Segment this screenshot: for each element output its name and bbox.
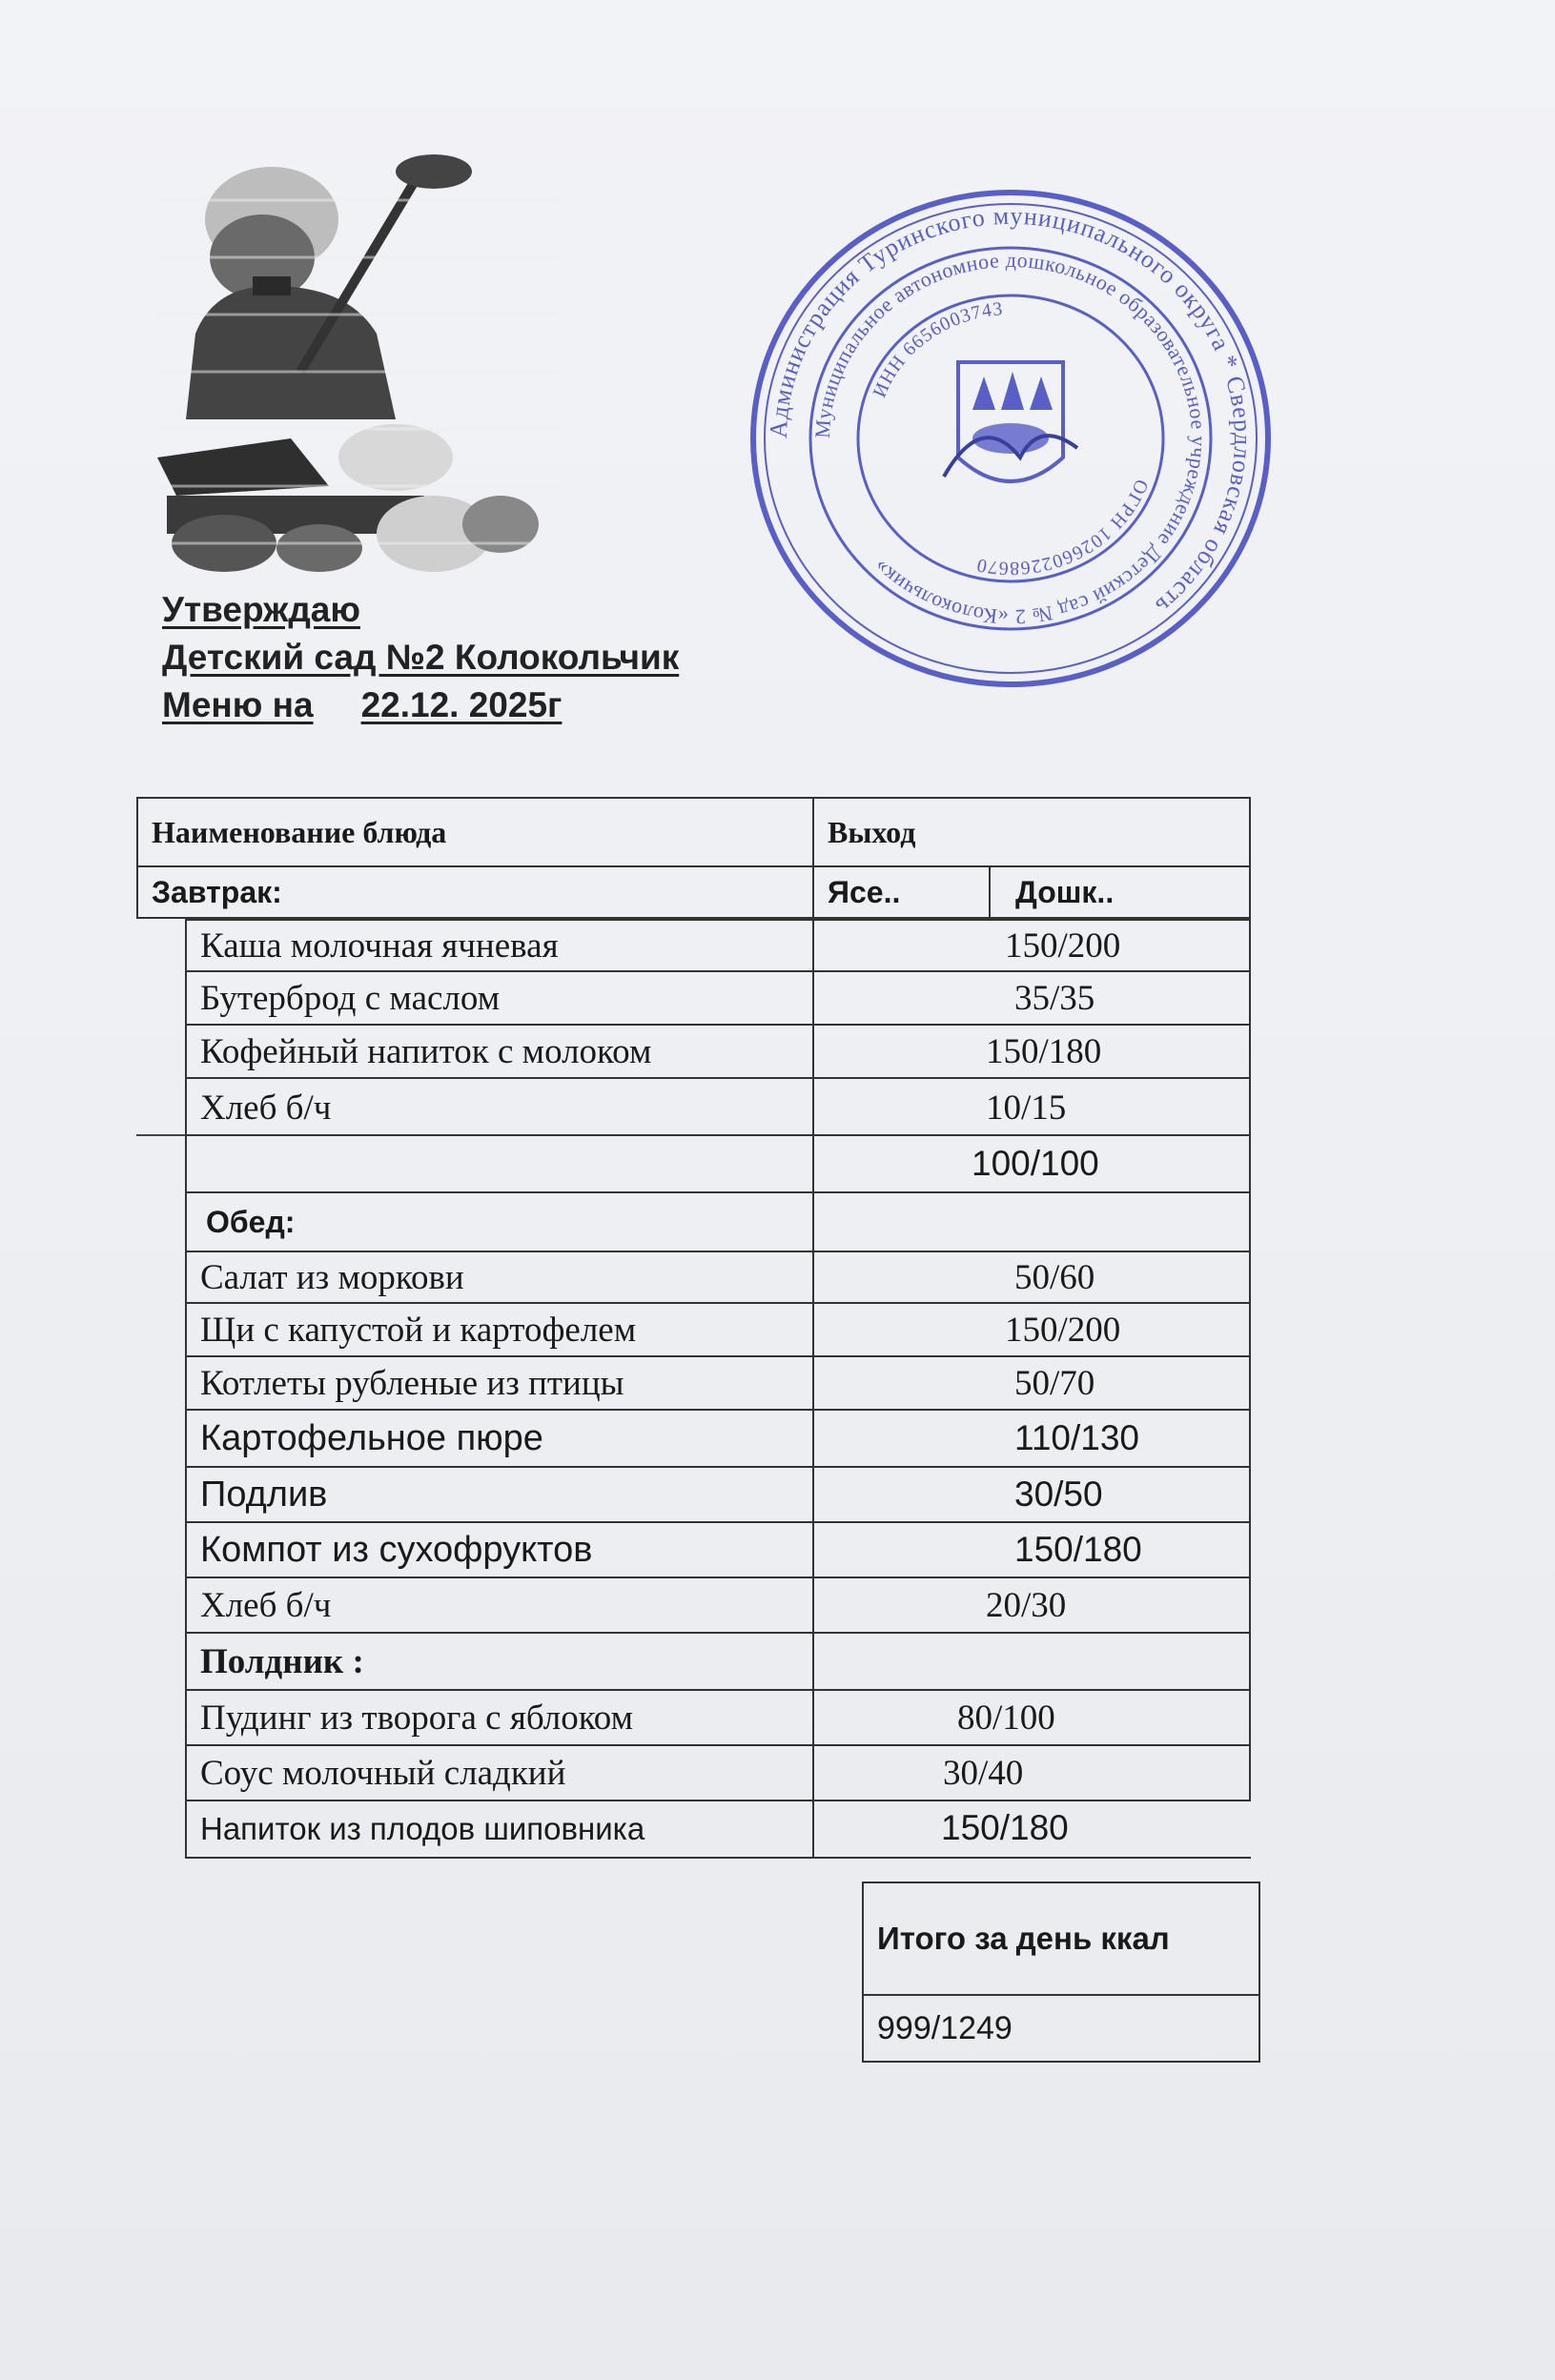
table-row-value: 50/60 <box>812 1251 1251 1304</box>
table-row-name: Картофельное пюре <box>185 1409 814 1468</box>
official-stamp <box>734 172 1287 705</box>
table-row-value: 150/180 <box>812 1800 1251 1859</box>
col-header-nursery: Ясе.. <box>812 865 991 919</box>
menu-date-line <box>162 681 679 729</box>
table-row-value-empty <box>812 1191 1251 1252</box>
table-row-value-empty <box>812 1632 1251 1691</box>
table-row-name: Компот из сухофруктов <box>185 1521 814 1578</box>
table-row-name: Бутерброд с маслом <box>185 970 814 1026</box>
table-row-value: 100/100 <box>812 1134 1251 1193</box>
col-header-preschool: Дошк.. <box>989 865 1251 919</box>
table-row-name: Соус молочный сладкий <box>185 1744 814 1801</box>
table-row-value: 10/15 <box>812 1077 1251 1136</box>
table-row-name: Хлеб б/ч <box>185 1077 814 1136</box>
table-row-name: Салат из моркови <box>185 1251 814 1304</box>
chef-picture-icon <box>157 143 558 591</box>
table-row-name: Каша молочная ячневая <box>185 919 814 972</box>
col-header-name: Наименование блюда <box>136 797 814 867</box>
total-value: 999/1249 <box>862 1994 1260 2063</box>
table-row-name: Пудинг из творога с яблоком <box>185 1689 814 1746</box>
section-breakfast: Завтрак: <box>136 865 814 919</box>
stamp-inn: ИНН 6656003743 <box>869 298 1005 401</box>
table-row-name: Подлив <box>185 1466 814 1523</box>
menu-header <box>162 586 679 729</box>
table-row-value: 20/30 <box>812 1576 1251 1634</box>
svg-text:ОГРН 1026602268670 <box>974 477 1152 579</box>
stamp-inner-text: Муниципальное автономное дошкольное образовательное учреждение Детский сад № 2 «Колокольчик» <box>809 247 1212 630</box>
section-lunch: Обед: <box>185 1191 814 1252</box>
table-row-value: 150/180 <box>812 1024 1251 1079</box>
approve-label: Утверждаю <box>162 590 360 629</box>
org-name: Детский сад №2 Колокольчик <box>162 638 680 677</box>
table-row-value: 30/50 <box>812 1466 1251 1523</box>
table-row-name: Хлеб б/ч <box>185 1576 814 1634</box>
table-row-name: Щи с капустой и картофелем <box>185 1302 814 1357</box>
table-row-name: Напиток из плодов шиповника <box>185 1800 814 1859</box>
table-row-value: 150/180 <box>812 1521 1251 1578</box>
table-row-value: 50/70 <box>812 1355 1251 1411</box>
table-row-name: Кофейный напиток с молоком <box>185 1024 814 1079</box>
table-row-value: 150/200 <box>812 919 1251 972</box>
table-row-value: 30/40 <box>812 1744 1251 1801</box>
section-snack: Полдник : <box>185 1632 814 1691</box>
menu-label: Меню на <box>162 685 314 724</box>
table-row-value: 80/100 <box>812 1689 1251 1746</box>
table-row-value: 35/35 <box>812 970 1251 1026</box>
col-header-output: Выход <box>812 797 1251 867</box>
table-row-value: 110/130 <box>812 1409 1251 1468</box>
stamp-ogrn: ОГРН 1026602268670 <box>974 476 1153 580</box>
total-label: Итого за день ккал <box>862 1882 1260 1996</box>
table-row-value: 150/200 <box>812 1302 1251 1357</box>
coat-of-arms-icon <box>944 362 1077 481</box>
menu-date: 22.12. 2025г <box>360 685 563 724</box>
table-row-name: Котлеты рубленые из птицы <box>185 1355 814 1411</box>
stamp-outer-text: Администрация Туринского муниципального округа * Свердловская область <box>764 201 1258 621</box>
table-row-name-empty <box>185 1134 814 1193</box>
